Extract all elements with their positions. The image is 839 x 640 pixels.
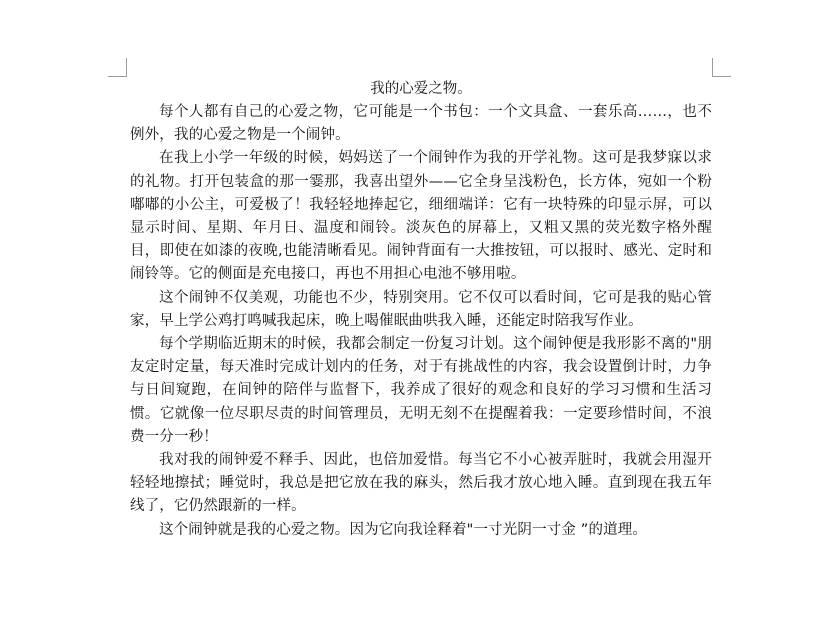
margin-corner-top-right (712, 58, 731, 77)
paragraph-study-plan: 每个学期临近期末的时候，我都会制定一份复习计划。这个闹钟便是我形影不离的"朋友定时定量，每天准时完成计划内的任务，对于有挑战性的内容，我会设置倒计时，力争与日间窥跑，在间钟的陪伴与监督下，我养成了很好的观念和良好的学习习惯和生活习惯。它就像一位尽职尽责的时间管理员，无明无刻不在提醒着我：一定要珍惜时间，不浪费一分一秒！ (130, 336, 712, 445)
paragraph-gift: 在我上小学一年级的时候，妈妈送了一个闹钟作为我的开学礼物。这可是我梦寐以求的礼物。打开包装盒的那一霎那，我喜出望外——它全身呈浅粉色，长方体，宛如一个粉嘟嘟的小公主，可爱极了！我轻轻地捧起它，细细端详：它有一块特殊的印显示屏，可以显示时间、星期、年月日、温度和闹铃。淡灰色的屏幕上，又粗又黑的荧光数字格外醒目，即使在如漆的夜晚,也能清晰看见。闹钟背面有一大推按钮，可以报时、感光、定时和闹铃等。它的侧面是充电接口，再也不用担心电池不够用啦。 (130, 150, 712, 283)
margin-corner-top-left (108, 58, 127, 77)
document-body[interactable] (130, 78, 712, 542)
paragraph-intro: 每个人都有自己的心爱之物，它可能是一个书包：一个文具盒、一套乐高……，也不例外，我的心爱之物是一个闹钟。 (130, 104, 712, 144)
paragraph-functions: 这个闹钟不仅美观，功能也不少，特别突用。它不仅可以看时间，它可是我的贴心管家，早上学公鸡打鸣喊我起床，晚上喝催眠曲哄我入睡，还能定时陪我写作业。 (130, 289, 712, 329)
document-title: 我的心爱之物。 (370, 81, 472, 97)
paragraph-conclusion: 这个闹钟就是我的心爱之物。因为它向我诠释着"一寸光阴一寸金 ”的道理。 (159, 521, 648, 538)
paragraph-care: 我对我的闹钟爱不释手、因此，也倍加爱惜。每当它不小心被弄脏时，我就会用湿开轻轻地擦拭；睡觉时，我总是把它放在我的麻头，然后我才放心地入睡。直到现在我五年线了，它仍然跟新的一样。 (130, 452, 712, 515)
